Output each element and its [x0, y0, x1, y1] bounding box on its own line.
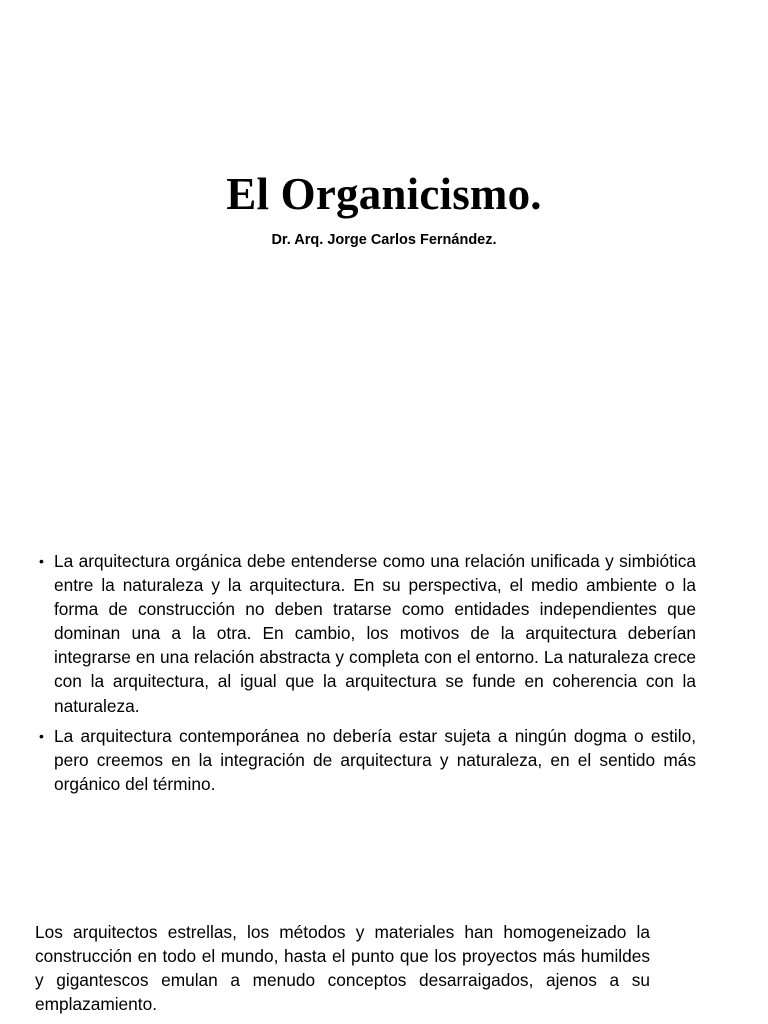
- bullet-list: [36, 549, 696, 802]
- bullet-icon: •: [39, 553, 44, 569]
- bullet-item: [36, 724, 696, 796]
- bullet-item: [36, 549, 696, 718]
- bullet-text: La arquitectura orgánica debe entenderse como una relación unificada y simbiótica entre la naturaleza y la arquitectura. En su perspectiva, el medio ambiente o la forma de construcción no deben tratarse como entidades independientes que dominan una a la otra. En cambio, los motivos de la arquitectura deberían integrarse en una relación abstracta y completa con el entorno. La naturaleza crece con la arquitectura, al igual que la arquitectura se funde en coherencia con la naturaleza.: [54, 551, 696, 716]
- document-title: El Organicismo.: [226, 169, 542, 219]
- body-paragraph: Los arquitectos estrellas, los métodos y materiales han homogeneizado la construcción en todo el mundo, hasta el punto que los proyectos más humildes y gigantescos emulan a menudo conceptos desarraigados, ajenos a su emplazamiento.: [35, 922, 650, 1015]
- bullet-text: La arquitectura contemporánea no debería estar sujeta a ningún dogma o estilo, pero creemos en la integración de arquitectura y naturaleza, en el sentido más orgánico del término.: [54, 725, 696, 794]
- bullet-icon: •: [39, 727, 44, 744]
- document-author: Dr. Arq. Jorge Carlos Fernández.: [271, 232, 497, 248]
